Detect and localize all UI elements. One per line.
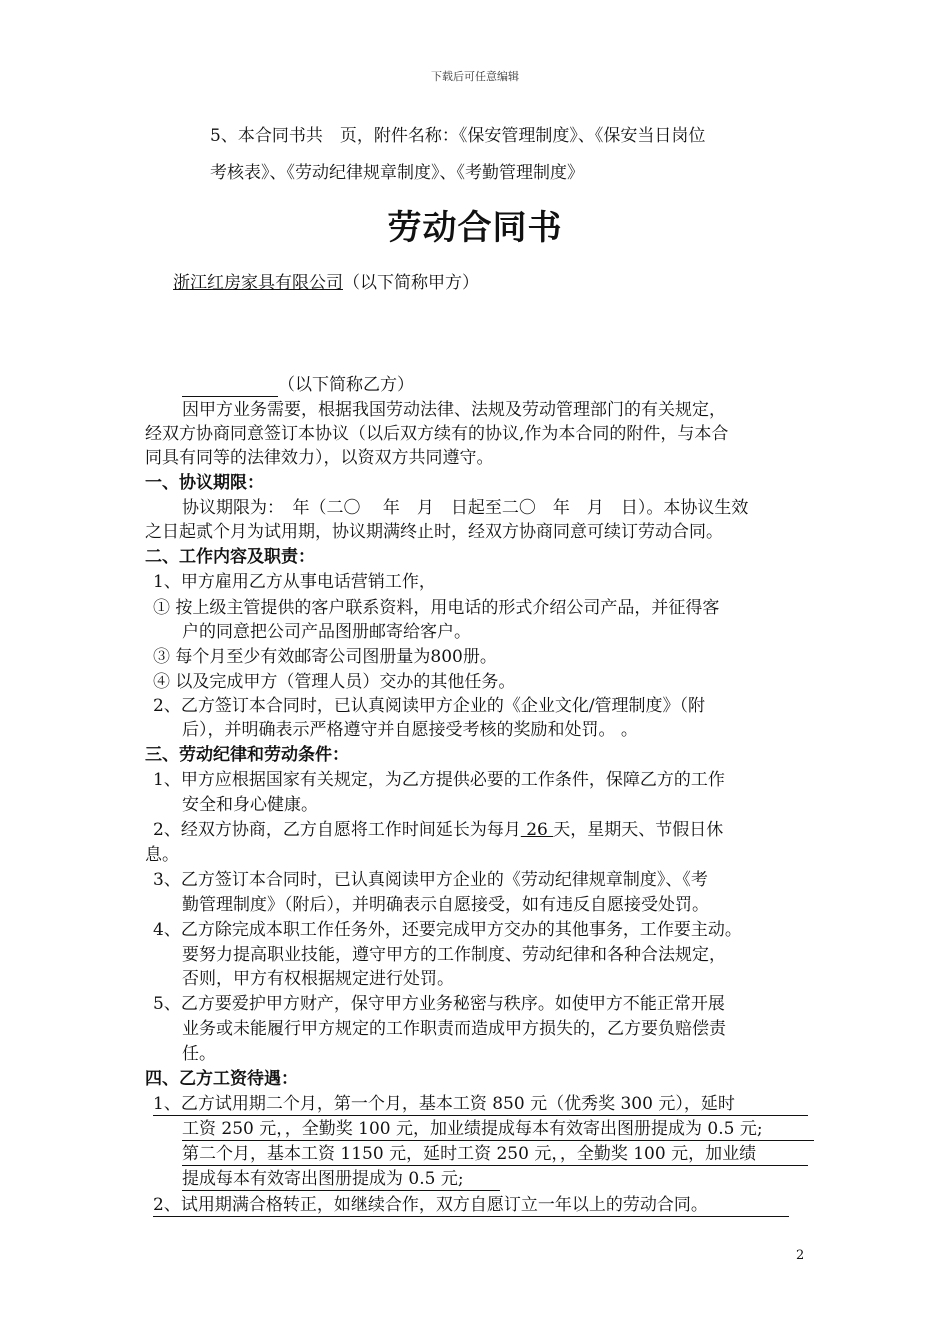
section-3-item-3-cont: 勤管理制度》（附后），并明确表示自愿接受，如有违反自愿接受处罚。: [182, 895, 709, 915]
section-2-item-1-sub-1: ① 按上级主管提供的客户联系资料，用电话的形式介绍公司产品，并征得客: [153, 598, 720, 618]
underline-rule: [182, 1165, 808, 1166]
section-3-item-4-cont-2: 否则，甲方有权根据规定进行处罚。: [182, 969, 454, 989]
section-2-item-2: 2、乙方签订本合同时，已认真阅读甲方企业的《企业文化/管理制度》（附: [153, 696, 706, 716]
attachment-note-line-1: 5、本合同书共 页，附件名称：《保安管理制度》、《保安当日岗位: [210, 126, 706, 146]
section-2-item-1-sub-4: ④ 以及完成甲方（管理人员）交办的其他任务。: [153, 672, 516, 692]
party-b-line: [182, 373, 414, 397]
section-2-item-1-sub-1-cont: 户的同意把公司产品图册邮寄给客户。: [182, 622, 471, 642]
underline-rule: [153, 1115, 808, 1116]
intro-line-2: 经双方协商同意签订本协议（以后双方续有的协议,作为本合同的附件，与本合: [145, 424, 729, 444]
document-title: 劳动合同书: [387, 208, 563, 248]
section-3-item-2: [153, 818, 723, 842]
section-3-item-1: 1、甲方应根据国家有关规定，为乙方提供必要的工作条件，保障乙方的工作: [153, 770, 725, 790]
intro-line-3: 同具有同等的法律效力），以资双方共同遵守。: [145, 448, 494, 468]
section-4-item-1-cont-1: 工资 250 元，，全勤奖 100 元，加业绩提成每本有效寄出图册提成为 0.5 元;: [182, 1119, 763, 1139]
party-a-line: [173, 271, 479, 295]
party-b-blank: [182, 378, 278, 397]
section-1-heading: 一、协议期限：: [145, 473, 264, 493]
attachment-note-line-2: 考核表》、《劳动纪律规章制度》、《考勤管理制度》: [210, 163, 584, 183]
section-2-item-2-cont: 后），并明确表示严格遵守并自愿接受考核的奖励和处罚。 。: [182, 720, 638, 740]
section-3-item-4: 4、乙方除完成本职工作任务外，还要完成甲方交办的其他事务，工作要主动。: [153, 920, 742, 940]
section-4-item-1: 1、乙方试用期二个月，第一个月，基本工资 850 元（优秀奖 300 元），延时: [153, 1094, 735, 1114]
work-days-value: 26: [520, 820, 554, 840]
party-b-suffix: （以下简称乙方）: [278, 375, 414, 395]
page-number: 2: [796, 1248, 805, 1263]
section-3-item-3: 3、乙方签订本合同时，已认真阅读甲方企业的《劳动纪律规章制度》、《考: [153, 870, 708, 890]
section-2-item-1-sub-3: ③ 每个月至少有效邮寄公司图册量为800册。: [153, 647, 497, 667]
section-4-heading: 四、乙方工资待遇：: [145, 1069, 298, 1089]
section-1-line-2: 之日起贰个月为试用期，协议期满终止时，经双方协商同意可续订劳动合同。: [145, 522, 723, 542]
section-4-item-1-cont-3: 提成每本有效寄出图册提成为 0.5 元;: [182, 1169, 464, 1189]
section-3-item-4-cont-1: 要努力提高职业技能，遵守甲方的工作制度、劳动纪律和各种合法规定，: [182, 945, 726, 965]
section-3-item-2-pre: 2、经双方协商，乙方自愿将工作时间延长为每月: [153, 820, 521, 840]
party-a-suffix: （以下简称甲方）: [343, 273, 479, 293]
section-2-heading: 二、工作内容及职责：: [145, 547, 315, 567]
section-3-item-1-cont: 安全和身心健康。: [182, 795, 318, 815]
section-4-item-2: 2、试用期满合格转正，如继续合作，双方自愿订立一年以上的劳动合同。: [153, 1195, 708, 1215]
section-3-heading: 三、劳动纪律和劳动条件：: [145, 745, 349, 765]
party-a-name: 浙江红房家具有限公司: [173, 273, 343, 293]
section-3-item-5-cont-2: 任。: [182, 1044, 216, 1064]
section-1-line-1: 协议期限为： 年（二〇 年 月 日起至二〇 年 月 日）。本协议生效: [182, 498, 749, 518]
underline-rule: [182, 1190, 500, 1191]
intro-line-1: 因甲方业务需要，根据我国劳动法律、法规及劳动管理部门的有关规定，: [182, 400, 726, 420]
underline-rule: [182, 1140, 814, 1141]
section-3-item-2-cont: 息。: [145, 845, 179, 865]
underline-rule: [153, 1216, 789, 1217]
section-3-item-2-post: 天，星期天、节假日休: [553, 820, 724, 840]
section-4-item-1-cont-2: 第二个月，基本工资 1150 元，延时工资 250 元，，全勤奖 100 元，加业绩: [182, 1144, 757, 1164]
section-2-item-1: 1、甲方雇用乙方从事电话营销工作，: [153, 572, 436, 592]
section-3-item-5: 5、乙方要爱护甲方财产，保守甲方业务秘密与秩序。如使甲方不能正常开展: [153, 994, 725, 1014]
section-3-item-5-cont-1: 业务或未能履行甲方规定的工作职责而造成甲方损失的，乙方要负赔偿责: [182, 1019, 726, 1039]
page-header: 下载后可任意编辑: [431, 70, 519, 83]
